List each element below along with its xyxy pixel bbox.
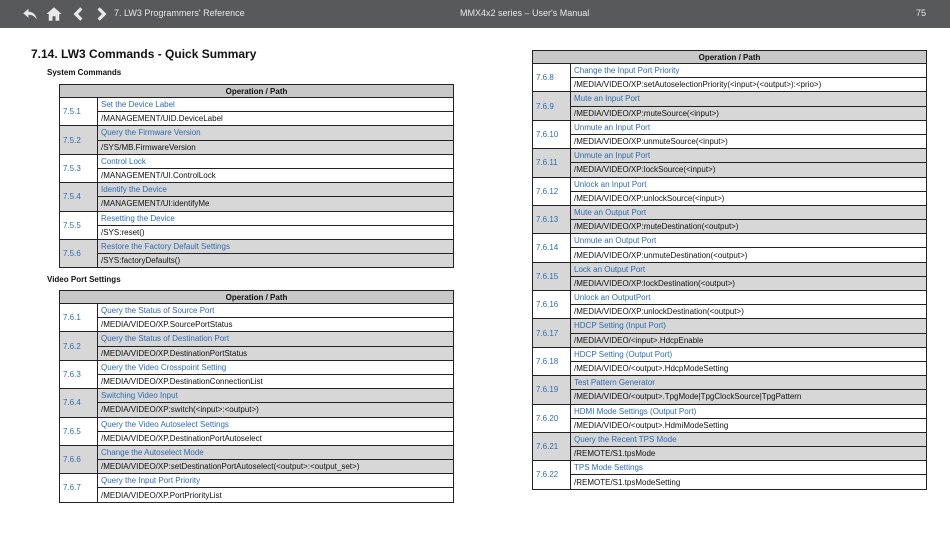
table-row (533, 205, 927, 219)
command-name-link[interactable]: TPS Mode Settings (571, 461, 927, 475)
system-commands-table (59, 84, 454, 268)
command-path: /MEDIA/VIDEO/XP.SourcePortStatus (98, 318, 454, 332)
section-number-link[interactable]: 7.6.6 (60, 445, 98, 473)
command-path: /REMOTE/S1.tpsModeSetting (571, 475, 927, 489)
command-name-link[interactable]: Change the Autoselect Mode (98, 445, 454, 459)
command-path: /MEDIA/VIDEO/XP.DestinationPortAutoselect (98, 431, 454, 445)
command-name-link[interactable]: Resetting the Device (98, 211, 454, 225)
command-path: /MEDIA/VIDEO/XP:setDestinationPortAutoselect(<output>:<output_set>) (98, 460, 454, 474)
command-path: /MEDIA/VIDEO/XP:lockDestination(<output>) (571, 276, 927, 290)
table-row (533, 376, 927, 390)
section-title: 7.14. LW3 Commands - Quick Summary (31, 47, 257, 61)
command-name-link[interactable]: Query the Input Port Priority (98, 474, 454, 488)
command-name-link[interactable]: Query the Video Crosspoint Setting (98, 360, 454, 374)
table-row (533, 64, 927, 78)
command-path: /SYS:reset() (98, 225, 454, 239)
command-path: /MEDIA/VIDEO/XP.PortPriorityList (98, 488, 454, 502)
page-number: 75 (916, 8, 927, 18)
command-name-link[interactable]: Unmute an Input Port (571, 120, 927, 134)
table-row (60, 197, 454, 211)
table-row (60, 389, 454, 403)
table-row (60, 140, 454, 154)
table-row (533, 262, 927, 276)
command-path: /MEDIA/VIDEO/<output>.HdcpModeSetting (571, 361, 927, 375)
command-name-link[interactable]: Restore the Factory Default Settings (98, 239, 454, 253)
command-name-link[interactable]: Lock an Output Port (571, 262, 927, 276)
command-path: /MEDIA/VIDEO/XP:muteDestination(<output>) (571, 220, 927, 234)
command-name-link[interactable]: Query the Status of Source Port (98, 304, 454, 318)
table-row (533, 475, 927, 489)
table-row (60, 488, 454, 502)
command-name-link[interactable]: Unlock an OutputPort (571, 291, 927, 305)
table-row (60, 168, 454, 182)
table-row (533, 291, 927, 305)
section-number-link[interactable]: 7.5.3 (60, 154, 98, 182)
command-name-link[interactable]: Mute an Input Port (571, 92, 927, 106)
command-name-link[interactable]: Unmute an Input Port (571, 149, 927, 163)
table-row (60, 431, 454, 445)
command-path: /MEDIA/VIDEO/<input>.HdcpEnable (571, 333, 927, 347)
command-name-link[interactable]: Change the Input Port Priority (571, 64, 927, 78)
section-number-link[interactable]: 7.6.9 (533, 92, 571, 120)
section-number-link[interactable]: 7.6.5 (60, 417, 98, 445)
command-name-link[interactable]: Query the Video Autoselect Settings (98, 417, 454, 431)
section-number-link[interactable]: 7.5.5 (60, 211, 98, 239)
table-header: Operation / Path (533, 51, 927, 64)
top-navigation-bar (0, 0, 950, 28)
table-row (533, 361, 927, 375)
table-row (60, 403, 454, 417)
table-row (60, 304, 454, 318)
table-row (60, 211, 454, 225)
command-path: /SYS:factoryDefaults() (98, 254, 454, 268)
command-path: /MEDIA/VIDEO/XP.DestinationPortStatus (98, 346, 454, 360)
command-path: /MEDIA/VIDEO/XP:unlockDestination(<output>) (571, 305, 927, 319)
command-path: /MEDIA/VIDEO/XP:unmuteDestination(<output>) (571, 248, 927, 262)
table-row (60, 239, 454, 253)
table-row (533, 432, 927, 446)
table-row (60, 417, 454, 431)
section-number-link[interactable]: 7.5.1 (60, 98, 98, 126)
command-path: /MEDIA/VIDEO/<output>.HdmiModeSetting (571, 418, 927, 432)
chevron-left-icon[interactable] (68, 4, 88, 24)
command-name-link[interactable]: Test Pattern Generator (571, 376, 927, 390)
table-row (533, 333, 927, 347)
section-number-link[interactable]: 7.5.6 (60, 239, 98, 267)
table-row (533, 177, 927, 191)
command-path: /MEDIA/VIDEO/XP:lockSource(<input>) (571, 163, 927, 177)
table-row (533, 347, 927, 361)
section-number-link[interactable]: 7.6.15 (533, 262, 571, 290)
section-number-link[interactable]: 7.6.16 (533, 291, 571, 319)
section-number-link[interactable]: 7.6.14 (533, 234, 571, 262)
command-name-link[interactable]: HDCP Setting (Input Port) (571, 319, 927, 333)
table-row (60, 98, 454, 112)
table-row (60, 445, 454, 459)
command-path: /REMOTE/S1.tpsMode (571, 447, 927, 461)
command-path: /MEDIA/VIDEO/XP:switch(<input>:<output>) (98, 403, 454, 417)
command-name-link[interactable]: Mute an Output Port (571, 205, 927, 219)
command-name-link[interactable]: HDCP Setting (Output Port) (571, 347, 927, 361)
table-row (60, 460, 454, 474)
section-number-link[interactable]: 7.6.1 (60, 304, 98, 332)
command-path: /MANAGEMENT/UID.DeviceLabel (98, 112, 454, 126)
table-row (533, 447, 927, 461)
command-path: /SYS/MB.FirmwareVersion (98, 140, 454, 154)
command-path: /MANAGEMENT/UI:identifyMe (98, 197, 454, 211)
video-port-settings-title: Video Port Settings (47, 275, 121, 284)
section-number-link[interactable]: 7.6.17 (533, 319, 571, 347)
table-row (60, 374, 454, 388)
table-row (60, 474, 454, 488)
command-name-link[interactable]: Control Lock (98, 154, 454, 168)
section-number-link[interactable]: 7.5.2 (60, 126, 98, 154)
command-name-link[interactable]: Unlock an Input Port (571, 177, 927, 191)
table-row (533, 390, 927, 404)
table-row (60, 225, 454, 239)
chevron-right-icon[interactable] (92, 4, 112, 24)
section-number-link[interactable]: 7.6.8 (533, 64, 571, 92)
section-number-link[interactable]: 7.6.20 (533, 404, 571, 432)
command-name-link[interactable]: HDMI Mode Settings (Output Port) (571, 404, 927, 418)
home-icon[interactable] (44, 4, 64, 24)
section-number-link[interactable]: 7.6.18 (533, 347, 571, 375)
table-row (60, 360, 454, 374)
table-row (60, 126, 454, 140)
section-number-link[interactable]: 7.5.4 (60, 183, 98, 211)
section-number-link[interactable]: 7.6.19 (533, 376, 571, 404)
table-row (533, 92, 927, 106)
section-number-link[interactable]: 7.6.22 (533, 461, 571, 489)
command-name-link[interactable]: Switching Video Input (98, 389, 454, 403)
section-number-link[interactable]: 7.6.12 (533, 177, 571, 205)
system-commands-title: System Commands (47, 68, 122, 77)
command-name-link[interactable]: Unmute an Output Port (571, 234, 927, 248)
section-number-link[interactable]: 7.6.2 (60, 332, 98, 360)
command-path: /MEDIA/VIDEO/XP.DestinationConnectionList (98, 374, 454, 388)
table-row (533, 149, 927, 163)
command-path: /MEDIA/VIDEO/XP:muteSource(<input>) (571, 106, 927, 120)
table-row (60, 183, 454, 197)
table-row (533, 404, 927, 418)
section-number-link[interactable]: 7.6.11 (533, 149, 571, 177)
table-row (533, 78, 927, 92)
table-row (533, 106, 927, 120)
table-row (60, 332, 454, 346)
command-name-link[interactable]: Query the Recent TPS Mode (571, 432, 927, 446)
table-header: Operation / Path (60, 85, 454, 98)
table-row (533, 120, 927, 134)
command-path: /MEDIA/VIDEO/<output>.TpgMode|TpgClockSource|TpgPattern (571, 390, 927, 404)
manual-title: MMX4x2 series – User's Manual (460, 8, 590, 18)
command-path: /MEDIA/VIDEO/XP:unlockSource(<input>) (571, 191, 927, 205)
video-port-settings-table-continued (532, 50, 927, 490)
command-path: /MANAGEMENT/UI.ControlLock (98, 168, 454, 182)
table-header: Operation / Path (60, 291, 454, 304)
table-row (533, 248, 927, 262)
command-name-link[interactable]: Query the Status of Destination Port (98, 332, 454, 346)
table-row (533, 276, 927, 290)
section-number-link[interactable]: 7.6.13 (533, 205, 571, 233)
command-name-link[interactable]: Set the Device Label (98, 98, 454, 112)
table-row (533, 191, 927, 205)
command-name-link[interactable]: Identify the Device (98, 183, 454, 197)
section-number-link[interactable]: 7.6.3 (60, 360, 98, 388)
back-arrow-icon[interactable] (20, 4, 40, 24)
table-row (533, 305, 927, 319)
section-number-link[interactable]: 7.6.21 (533, 432, 571, 460)
table-row (60, 154, 454, 168)
table-row (60, 318, 454, 332)
section-number-link[interactable]: 7.6.10 (533, 120, 571, 148)
chapter-title: 7. LW3 Programmers' Reference (114, 8, 245, 18)
table-row (533, 134, 927, 148)
table-row (533, 220, 927, 234)
table-row (533, 461, 927, 475)
table-row (533, 319, 927, 333)
command-path: /MEDIA/VIDEO/XP:unmuteSource(<input>) (571, 134, 927, 148)
table-row (60, 254, 454, 268)
table-row (533, 163, 927, 177)
command-path: /MEDIA/VIDEO/XP:setAutoselectionPriority(<input>(<output>):<prio>) (571, 78, 927, 92)
table-row (60, 112, 454, 126)
video-port-settings-table (59, 290, 454, 503)
section-number-link[interactable]: 7.6.7 (60, 474, 98, 502)
command-name-link[interactable]: Query the Firmware Version (98, 126, 454, 140)
table-row (533, 418, 927, 432)
section-number-link[interactable]: 7.6.4 (60, 389, 98, 417)
table-row (533, 234, 927, 248)
nav-icons (20, 4, 112, 24)
table-row (60, 346, 454, 360)
